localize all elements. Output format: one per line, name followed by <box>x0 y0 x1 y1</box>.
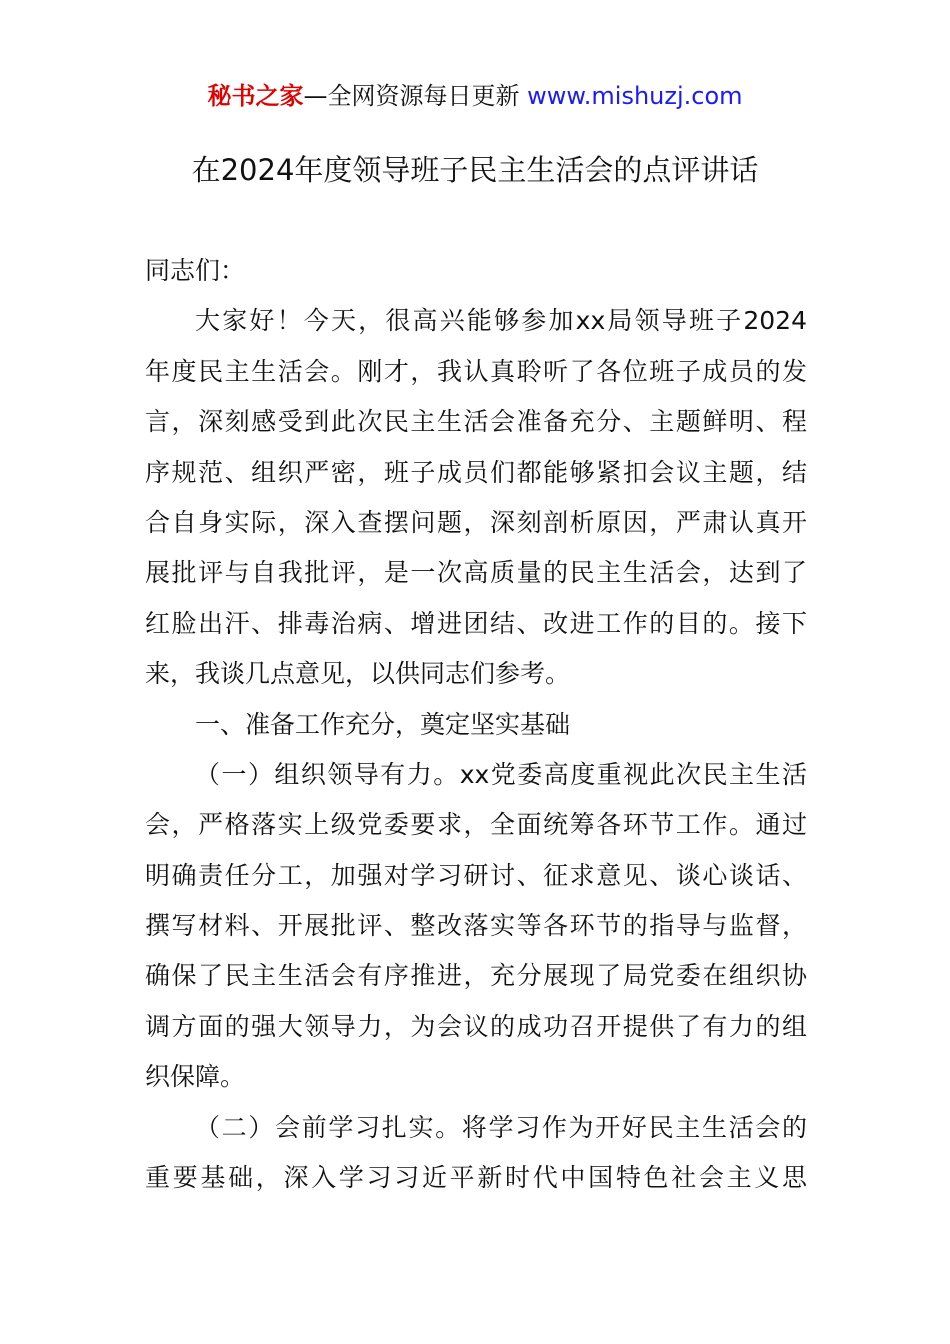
paragraph-line: 重要基础，深入学习习近平新时代中国特色社会主义思 <box>145 1163 807 1193</box>
paragraph-line: 大家好！今天，很高兴能够参加xx局领导班子2024 <box>195 306 807 336</box>
salutation: 同志们： <box>145 256 246 285</box>
paragraph-line: （二）会前学习扎实。将学习作为开好民主生活会的 <box>195 1112 807 1142</box>
paragraph-line: 展批评与自我批评，是一次高质量的民主生活会，达到了 <box>145 558 807 588</box>
paragraph-line: 来，我谈几点意见，以供同志们参考。 <box>145 659 571 689</box>
paragraph-line: 合自身实际，深入查摆问题，深刻剖析原因，严肃认真开 <box>145 507 807 537</box>
paragraph-line: 年度民主生活会。刚才，我认真聆听了各位班子成员的发 <box>145 356 807 386</box>
section-heading: 一、准备工作充分，奠定坚实基础 <box>195 709 571 739</box>
paragraph-line: 调方面的强大领导力，为会议的成功召开提供了有力的组 <box>145 1011 807 1041</box>
header-tagline: —全网资源每日更新 <box>303 82 520 110</box>
paragraph-line: 序规范、组织严密，班子成员们都能够紧扣会议主题，结 <box>145 457 807 487</box>
document-title: 在2024年度领导班子民主生活会的点评讲话 <box>191 153 759 187</box>
paragraph-line: 红脸出汗、排毒治病、增进团结、改进工作的目的。接下 <box>145 608 807 638</box>
paragraph-line: 确保了民主生活会有序推进，充分展现了局党委在组织协 <box>145 961 807 991</box>
paragraph-line: （一）组织领导有力。xx党委高度重视此次民主生活 <box>195 759 807 789</box>
document-body <box>145 246 807 1203</box>
paragraph-line: 言，深刻感受到此次民主生活会准备充分、主题鲜明、程 <box>145 407 807 437</box>
paragraph-line: 明确责任分工，加强对学习研讨、征求意见、谈心谈话、 <box>145 860 807 890</box>
site-header <box>0 80 950 112</box>
paragraph-line: 会，严格落实上级党委要求，全面统筹各环节工作。通过 <box>145 810 807 840</box>
site-url-link[interactable]: www.mishuzj.com <box>527 82 743 110</box>
paragraph-line: 织保障。 <box>145 1062 246 1092</box>
brand-name: 秘书之家 <box>207 82 304 110</box>
paragraph-line: 撰写材料、开展批评、整改落实等各环节的指导与监督， <box>145 911 807 941</box>
